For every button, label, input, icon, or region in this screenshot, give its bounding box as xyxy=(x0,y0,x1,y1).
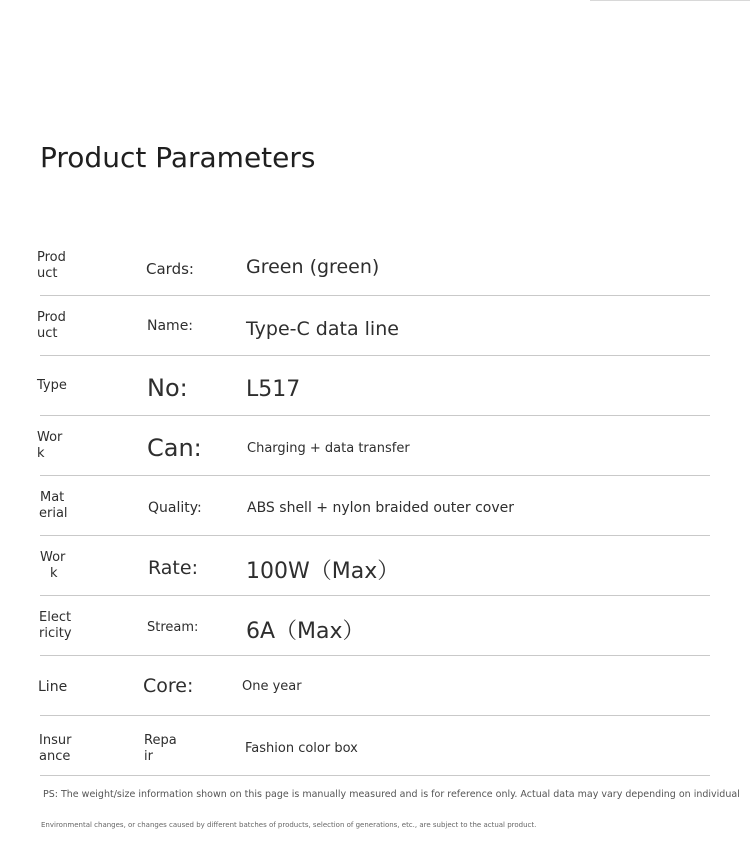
row-key: No: xyxy=(147,374,188,402)
row-value: ABS shell + nylon braided outer cover xyxy=(247,500,515,516)
param-row-product-name xyxy=(37,296,710,356)
row-value: Fashion color box xyxy=(245,740,358,756)
row-label-line: Prod xyxy=(37,249,66,265)
row-label xyxy=(37,236,109,295)
row-key: Core: xyxy=(143,675,194,697)
row-label-line: erial xyxy=(39,505,68,521)
row-label xyxy=(37,416,109,475)
row-key: Stream: xyxy=(147,619,199,635)
param-row-product-cards xyxy=(37,236,710,296)
disclaimer-note-line1: PS: The weight/size information shown on this page is manually measured and is for reference only. Actual data may vary depending on individual xyxy=(43,789,740,800)
row-label xyxy=(37,356,109,415)
row-value: Charging + data transfer xyxy=(247,440,410,456)
row-label-line: Mat xyxy=(40,489,65,505)
row-value: 6A（Max） xyxy=(246,618,365,644)
row-key-line: Repa xyxy=(144,733,177,748)
row-key: Cards: xyxy=(146,260,194,278)
row-label-line: Wor xyxy=(37,429,63,445)
row-value: 100W（Max） xyxy=(246,558,400,584)
row-key: Can: xyxy=(147,434,202,462)
row-label xyxy=(39,596,111,655)
row-value: L517 xyxy=(246,376,301,402)
disclaimer-note-line2: Environmental changes, or changes caused by different batches of products, selection of generations, etc., are subject to the actual product. xyxy=(41,821,537,829)
param-row-insurance-repair xyxy=(40,716,710,776)
param-row-electricity-stream xyxy=(40,596,710,656)
row-label-line: Insur xyxy=(39,733,72,748)
row-label xyxy=(39,476,111,535)
param-row-type-no xyxy=(37,356,710,416)
row-label-line: Wor xyxy=(40,549,66,565)
row-label-line: uct xyxy=(37,325,58,341)
row-label xyxy=(38,656,110,718)
top-divider xyxy=(590,0,750,1)
row-label-line: Line xyxy=(38,679,68,695)
row-label xyxy=(37,296,109,355)
row-label-line: ricity xyxy=(39,625,72,641)
row-key-line: ir xyxy=(144,749,153,764)
row-label-line: Elect xyxy=(39,609,72,625)
row-key: Name: xyxy=(147,317,194,334)
row-label-line: k xyxy=(50,565,58,581)
param-row-line-core xyxy=(40,656,710,716)
row-key: Quality: xyxy=(148,500,202,516)
row-label xyxy=(39,716,111,782)
row-value: One year xyxy=(242,678,302,694)
param-row-work-rate xyxy=(40,536,710,596)
row-key: Rate: xyxy=(148,557,198,579)
row-label xyxy=(40,536,112,595)
param-row-work-can xyxy=(37,416,710,476)
row-label-line: ance xyxy=(39,749,71,764)
page-title: Product Parameters xyxy=(40,141,316,174)
row-label-line: k xyxy=(37,445,45,461)
row-value: Green (green) xyxy=(246,256,380,278)
row-label-line: uct xyxy=(37,265,58,281)
param-row-material-quality xyxy=(40,476,710,536)
row-value: Type-C data line xyxy=(246,318,399,340)
row-label-line: Type xyxy=(37,377,67,393)
row-label-line: Prod xyxy=(37,309,66,325)
